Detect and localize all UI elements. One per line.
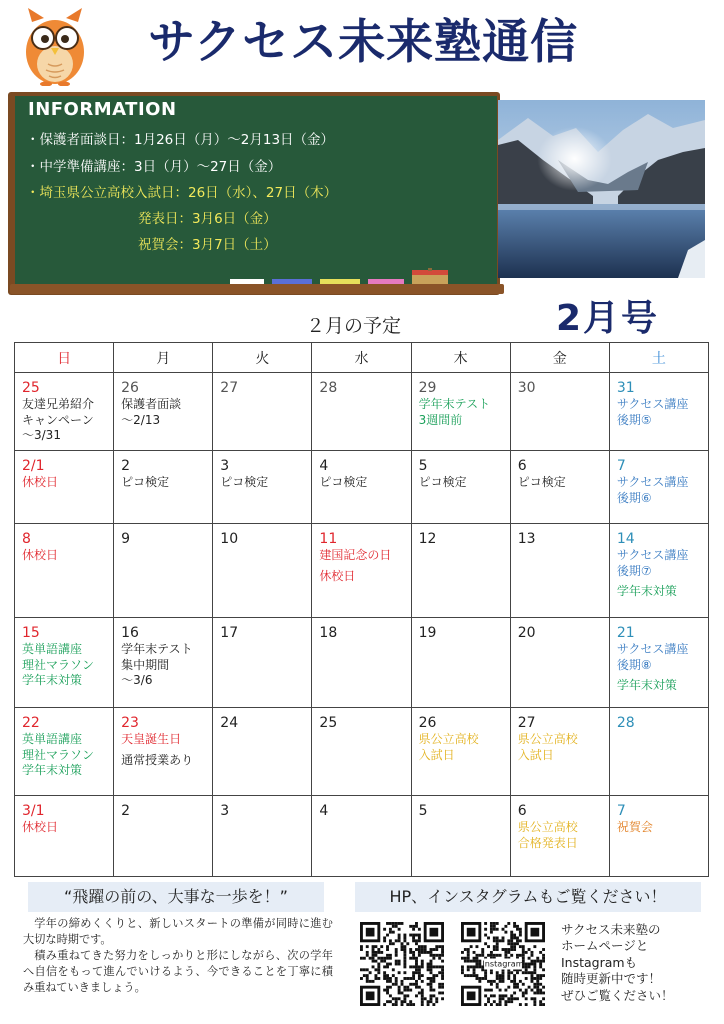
day-note: 英単語講座 [22, 732, 83, 746]
day-number: 21 [616, 625, 635, 641]
calendar-day [15, 451, 114, 524]
day-note: ピコ検定 [121, 475, 170, 489]
day-note: ～2/13 [121, 412, 161, 427]
sns-line: ホームページと [561, 938, 649, 954]
day-note: 通常授業あり [121, 752, 194, 767]
qr-code-homepage-icon[interactable] [360, 922, 444, 1006]
day-number: 11 [319, 531, 338, 547]
day-note: 学年末テスト [418, 397, 491, 411]
day-note: 学年末対策 [616, 678, 677, 692]
calendar-day [411, 451, 510, 524]
day-number: 25 [319, 715, 338, 731]
day-note: 合格発表日 [517, 835, 578, 850]
day-note: 集中期間 [121, 657, 170, 672]
day-number: 22 [22, 715, 40, 731]
day-number: 4 [319, 803, 329, 819]
calendar-day [312, 618, 411, 708]
day-number: 3 [220, 458, 230, 474]
day-number: 28 [616, 715, 635, 731]
calendar-day [312, 524, 411, 618]
day-note: 後期⑤ [616, 412, 652, 427]
day-number: 5 [418, 458, 428, 474]
day-number: 7 [616, 458, 626, 474]
issue-label: 2月号 [556, 298, 660, 339]
day-number: 6 [517, 803, 527, 819]
day-number: 20 [517, 625, 536, 641]
calendar-week [15, 451, 709, 524]
weekday-header-row [15, 343, 709, 373]
message-paragraph: 積み重ねてきた努力をしっかりと形にしながら、次の学年へ自信をもって進んでいけるよう、今できることを丁寧に積み重ねていきましょう。 [23, 949, 333, 994]
day-note: サクセス講座 [616, 548, 689, 562]
day-note: ～3/31 [22, 428, 61, 442]
calendar-day [609, 618, 708, 708]
sns-description [561, 922, 674, 1004]
day-number: 2/1 [22, 458, 45, 474]
day-number: 26 [121, 380, 139, 396]
day-number: 24 [220, 715, 239, 731]
day-number: 16 [121, 625, 139, 641]
calendar-day [411, 796, 510, 877]
day-note: 後期⑥ [616, 490, 652, 505]
day-number: 2 [121, 458, 131, 474]
newsletter-title: サクセス未来塾通信 [148, 15, 579, 70]
weekday-sunday: 日 [15, 343, 114, 373]
day-note: 休校日 [319, 568, 356, 583]
day-number: 2 [121, 803, 131, 819]
mountain-lake-photo [498, 100, 705, 278]
day-number: 10 [220, 531, 239, 547]
day-number: 3/1 [22, 803, 45, 819]
calendar-day [510, 618, 609, 708]
calendar-day [213, 618, 312, 708]
calendar-day [114, 451, 213, 524]
calendar-day [510, 524, 609, 618]
day-number: 7 [616, 803, 626, 819]
day-note: 後期⑦ [616, 563, 652, 578]
calendar-day [114, 618, 213, 708]
weekday-friday: 金 [510, 343, 609, 373]
calendar-day [15, 708, 114, 796]
day-number: 6 [517, 458, 527, 474]
day-note: 休校日 [22, 548, 59, 562]
day-number: 15 [22, 625, 40, 641]
info-item: 発表日：3月6日（金） [138, 211, 277, 227]
message-title: “飛躍の前の、大事な一歩を！” [28, 882, 324, 912]
chalk-pink [368, 279, 404, 284]
sns-line: 随時更新中です！ [561, 971, 662, 987]
day-note: 学年末テスト [121, 642, 193, 656]
chalk-yellow [320, 279, 360, 284]
day-note: 天皇誕生日 [121, 732, 182, 746]
day-note: 祝賀会 [616, 820, 653, 834]
weekday-wednesday: 水 [312, 343, 411, 373]
calendar-day [114, 796, 213, 877]
info-item: 祝賀会：3月7日（土） [138, 237, 277, 253]
calendar-day [15, 618, 114, 708]
calendar-week [15, 708, 709, 796]
calendar-day [609, 524, 708, 618]
calendar-day [213, 451, 312, 524]
calendar-day [15, 796, 114, 877]
calendar-day [312, 796, 411, 877]
calendar-day [609, 451, 708, 524]
calendar-day [312, 373, 411, 451]
day-note: 3週間前 [418, 412, 463, 427]
calendar-day [213, 524, 312, 618]
day-number: 9 [121, 531, 131, 547]
day-note: 入試日 [517, 747, 554, 762]
calendar-week [15, 373, 709, 451]
info-item: ・保護者面談日：1月26日（月）～2月13日（金） [26, 132, 335, 148]
sns-line: Instagramも [561, 954, 638, 970]
day-note: ピコ検定 [319, 475, 368, 489]
day-note: 後期⑧ [616, 657, 652, 672]
day-number: 26 [418, 715, 437, 731]
day-note: ピコ検定 [517, 475, 566, 489]
calendar-day [510, 708, 609, 796]
calendar-day [213, 708, 312, 796]
weekday-tuesday: 火 [213, 343, 312, 373]
owl-mascot-icon [22, 8, 88, 86]
message-body [23, 916, 333, 996]
day-number: 13 [517, 531, 536, 547]
sns-line: サクセス未来塾の [561, 922, 661, 937]
info-item: ・埼玉県公立高校入試日：26日（水）、27日（木） [26, 185, 338, 201]
day-note: 理社マラソン [22, 657, 95, 672]
day-note: 学年末対策 [616, 584, 677, 598]
information-title: INFORMATION [28, 99, 177, 120]
day-note: キャンペーン [22, 412, 94, 427]
qr-code-instagram-icon[interactable] [461, 922, 545, 1006]
chalk-white [230, 279, 264, 284]
day-note: 建国記念の日 [319, 548, 392, 562]
calendar-day [213, 373, 312, 451]
day-note: 学年末対策 [22, 763, 83, 777]
day-note: 県公立高校 [517, 732, 578, 746]
day-note: 休校日 [22, 475, 59, 489]
info-item: ・中学準備講座：3日（月）～27日（金） [26, 159, 282, 175]
message-paragraph: 学年の締めくくりと、新しいスタートの準備が同時に進む大切な時期です。 [23, 917, 333, 946]
calendar-day [510, 796, 609, 877]
day-note: 県公立高校 [418, 732, 479, 746]
weekday-thursday: 木 [411, 343, 510, 373]
calendar-day [213, 796, 312, 877]
calendar-day [411, 708, 510, 796]
day-note: ピコ検定 [418, 475, 467, 489]
day-number: 23 [121, 715, 139, 731]
calendar-day [15, 524, 114, 618]
day-note: 休校日 [22, 820, 59, 834]
day-number: 8 [22, 531, 31, 547]
calendar-day [312, 708, 411, 796]
calendar-day [609, 796, 708, 877]
day-number: 3 [220, 803, 230, 819]
day-note: サクセス講座 [616, 397, 689, 411]
calendar-day [114, 708, 213, 796]
chalkboard-ledge [10, 284, 504, 294]
day-note: 県公立高校 [517, 820, 578, 834]
day-number: 28 [319, 380, 338, 396]
weekday-monday: 月 [114, 343, 213, 373]
day-note: サクセス講座 [616, 475, 689, 489]
calendar-day [609, 708, 708, 796]
weekday-saturday: 土 [609, 343, 708, 373]
day-number: 31 [616, 380, 635, 396]
calendar-day [114, 524, 213, 618]
chalk-blue [272, 279, 312, 284]
day-number: 27 [220, 380, 239, 396]
day-note: 入試日 [418, 747, 455, 762]
day-number: 5 [418, 803, 428, 819]
calendar-week [15, 618, 709, 708]
calendar-week [15, 524, 709, 618]
day-note: 保護者面談 [121, 397, 182, 411]
day-note: サクセス講座 [616, 642, 689, 656]
day-number: 19 [418, 625, 437, 641]
calendar-day [510, 373, 609, 451]
sns-title: HP、インスタグラムもご覧ください！ [355, 882, 701, 912]
sns-line: ぜひご覧ください！ [561, 987, 674, 1003]
calendar-heading: ２月の予定 [306, 315, 402, 337]
calendar-day [609, 373, 708, 451]
day-note: 学年末対策 [22, 673, 83, 687]
day-number: 4 [319, 458, 329, 474]
day-number: 27 [517, 715, 536, 731]
monthly-calendar [14, 342, 709, 877]
day-number: 29 [418, 380, 437, 396]
eraser-icon [412, 268, 448, 284]
day-number: 14 [616, 531, 635, 547]
calendar-day [411, 618, 510, 708]
day-number: 25 [22, 380, 40, 396]
calendar-day [411, 373, 510, 451]
calendar-week [15, 796, 709, 877]
day-note: 英単語講座 [22, 642, 83, 656]
day-number: 12 [418, 531, 437, 547]
day-note: 友達兄弟紹介 [22, 397, 95, 411]
calendar-day [312, 451, 411, 524]
calendar-day [114, 373, 213, 451]
calendar-day [411, 524, 510, 618]
day-note: 理社マラソン [22, 747, 95, 762]
qr-instagram-label: Instagram [482, 958, 524, 969]
day-note: ～3/6 [121, 673, 153, 687]
day-number: 18 [319, 625, 338, 641]
calendar-day [510, 451, 609, 524]
calendar-day [15, 373, 114, 451]
day-note: ピコ検定 [220, 475, 269, 489]
day-number: 17 [220, 625, 239, 641]
day-number: 30 [517, 380, 536, 396]
